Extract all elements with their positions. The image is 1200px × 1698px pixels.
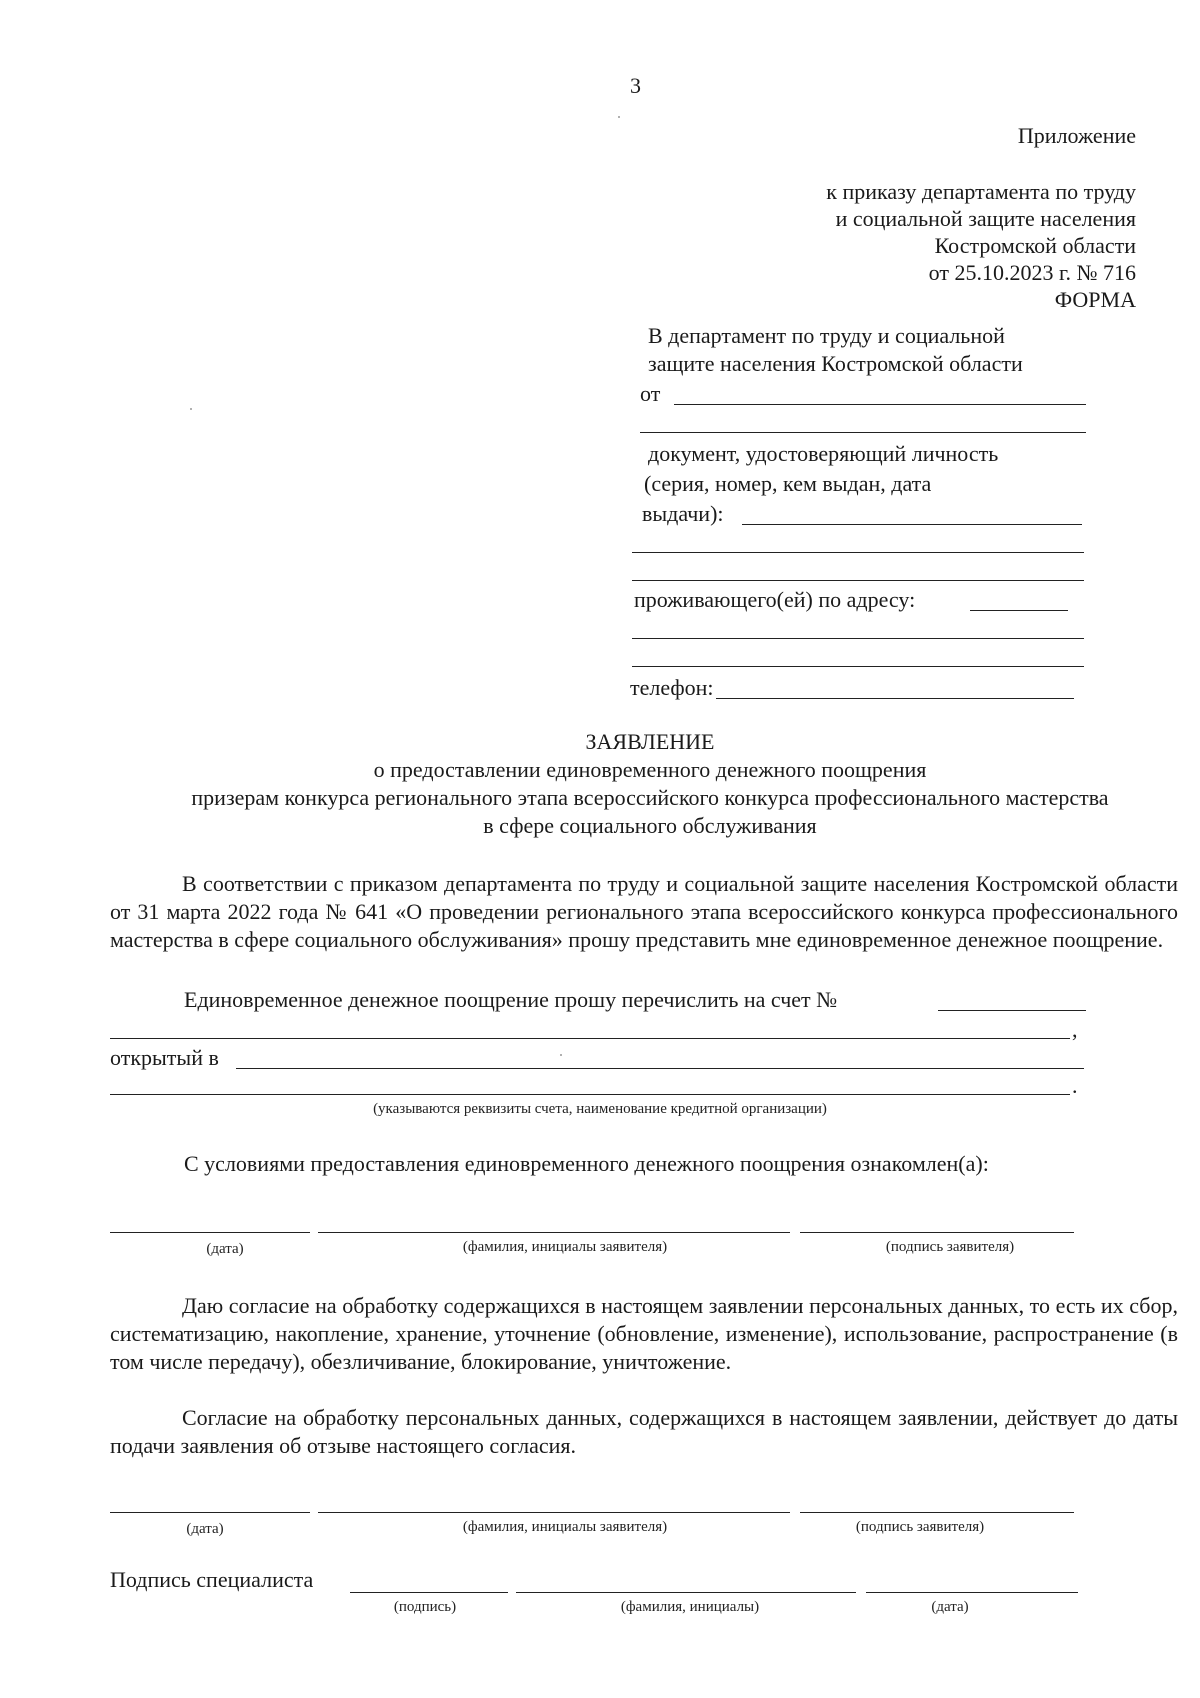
- signature-field-line[interactable]: [800, 1512, 1074, 1513]
- statement-title: ЗАЯВЛЕНИЕ: [585, 729, 715, 754]
- form-label: ФОРМА: [1054, 287, 1136, 312]
- acknowledge-text: С условиями предоставления единовременного денежного поощрения ознакомлен(а):: [184, 1151, 989, 1176]
- body-paragraph: [110, 870, 1178, 954]
- specialist-date-caption: (дата): [931, 1599, 969, 1615]
- consent-text: Даю согласие на обработку содержащихся в настоящем заявлении персональных данных, то есть их сбор, систематизацию, накопление, хранение, уточнение (обновление, изменение), использование, распространение (в том числе передачу), обезличивание, блокирование, уничтожение.: [110, 1293, 1178, 1374]
- scan-speck: [190, 408, 192, 410]
- phone-label: телефон:: [630, 675, 714, 700]
- bank-field-line[interactable]: [236, 1068, 1084, 1069]
- scan-speck: [618, 116, 620, 118]
- consent-paragraph: [110, 1404, 1178, 1460]
- name-field-line[interactable]: [318, 1232, 790, 1233]
- specialist-name-caption: (фамилия, инициалы): [620, 1599, 760, 1615]
- name-field-line[interactable]: [318, 1512, 790, 1513]
- signature-caption: (подпись заявителя): [885, 1239, 1015, 1255]
- from-field-line-2[interactable]: [640, 432, 1086, 433]
- bank-field-line-2[interactable]: [110, 1094, 1070, 1095]
- from-field-line[interactable]: [674, 404, 1086, 405]
- statement-subtitle: о предоставлении единовременного денежного поощрения: [373, 757, 927, 782]
- account-field-line-2[interactable]: [110, 1038, 1070, 1039]
- date-caption: (дата): [206, 1241, 244, 1257]
- date-caption: (дата): [186, 1521, 224, 1537]
- consent-text: Согласие на обработку персональных данных, содержащихся в настоящем заявлении, действует до даты подачи заявления об отзыве настоящего согласия.: [110, 1405, 1178, 1458]
- signature-caption: (подпись заявителя): [855, 1519, 985, 1535]
- addressee-line: В департамент по труду и социальной: [648, 323, 1005, 348]
- address-label: проживающего(ей) по адресу:: [634, 587, 916, 612]
- date-field-line[interactable]: [110, 1232, 310, 1233]
- name-caption: (фамилия, инициалы заявителя): [462, 1519, 668, 1535]
- phone-field-line[interactable]: [716, 698, 1074, 699]
- account-field-line[interactable]: [938, 1010, 1086, 1011]
- comma: ,: [1072, 1017, 1078, 1042]
- specialist-label: Подпись специалиста: [110, 1567, 314, 1592]
- address-field-line[interactable]: [970, 610, 1068, 611]
- period: .: [1072, 1073, 1078, 1098]
- signature-field-line[interactable]: [800, 1232, 1074, 1233]
- appendix-reference: [576, 178, 1136, 313]
- id-document-label: выдачи):: [642, 501, 724, 526]
- date-field-line[interactable]: [110, 1512, 310, 1513]
- specialist-name-line[interactable]: [516, 1592, 856, 1593]
- statement-subtitle: в сфере социального обслуживания: [483, 813, 817, 838]
- address-field-line-3[interactable]: [632, 666, 1084, 667]
- from-label: от: [640, 381, 661, 406]
- id-document-label: (серия, номер, кем выдан, дата: [644, 471, 932, 496]
- specialist-date-line[interactable]: [866, 1592, 1078, 1593]
- address-field-line-2[interactable]: [632, 638, 1084, 639]
- consent-paragraph: [110, 1292, 1178, 1376]
- id-document-field-line-3[interactable]: [632, 580, 1084, 581]
- appendix-title: Приложение: [1017, 123, 1136, 148]
- bank-caption: (указываются реквизиты счета, наименование кредитной организации): [373, 1101, 827, 1117]
- id-document-field-line[interactable]: [742, 524, 1082, 525]
- appendix-line: к приказу департамента по труду: [826, 179, 1136, 204]
- statement-subtitle: призерам конкурса регионального этапа всероссийского конкурса профессионального мастерства: [191, 785, 1109, 810]
- name-caption: (фамилия, инициалы заявителя): [462, 1239, 668, 1255]
- appendix-line: от 25.10.2023 г. № 716: [928, 260, 1136, 285]
- scan-speck: [560, 1054, 562, 1056]
- id-document-field-line-2[interactable]: [632, 552, 1084, 553]
- addressee-line: защите населения Костромской области: [648, 351, 1023, 376]
- account-label: Единовременное денежное поощрение прошу перечислить на счет №: [184, 987, 838, 1012]
- opened-in-label: открытый в: [110, 1045, 219, 1070]
- id-document-label: документ, удостоверяющий личность: [648, 441, 999, 466]
- paragraph-text: В соответствии с приказом департамента по труду и социальной защите населения Костромской области от 31 марта 2022 года № 641 «О проведении регионального этапа всероссийского конкурса профессионального мастерства в сфере социального обслуживания» прошу представить мне единовременное денежное поощрение.: [110, 871, 1178, 952]
- specialist-signature-line[interactable]: [350, 1592, 508, 1593]
- page-number: 3: [630, 73, 641, 98]
- specialist-sign-caption: (подпись): [393, 1599, 457, 1615]
- appendix-line: Костромской области: [934, 233, 1136, 258]
- appendix-line: и социальной защите населения: [835, 206, 1136, 231]
